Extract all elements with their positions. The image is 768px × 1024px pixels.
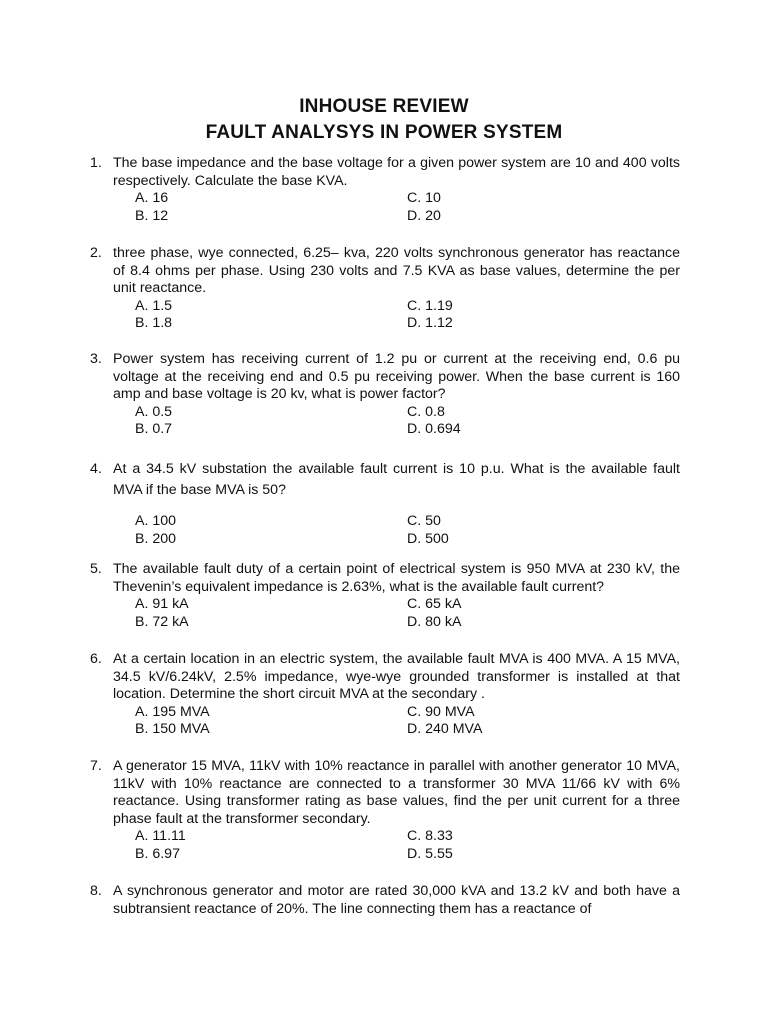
choice-b: B. 6.97 bbox=[135, 845, 180, 862]
choice-a: A. 0.5 bbox=[135, 403, 173, 420]
question-number: 6. bbox=[90, 651, 102, 667]
choice-d: D. 5.55 bbox=[407, 845, 453, 862]
question-7 bbox=[90, 758, 680, 864]
question-2 bbox=[90, 245, 680, 333]
question-number: 5. bbox=[90, 561, 102, 577]
choice-a: A. 100 bbox=[135, 513, 177, 529]
question-text: At a certain location in an electric system, the available fault MVA is 400 MVA. A 15 MVA, 34.5 kV/6.24kV, 2.5% impedance, wye-wye grounded transformer is installed at that location. Determine the short circuit MVA at the secondary . bbox=[113, 651, 680, 703]
question-text: A synchronous generator and motor are rated 30,000 kVA and 13.2 kV and both have a subtransient reactance of 20%. The line connecting them has a reactance of bbox=[113, 883, 680, 917]
answer-choices bbox=[135, 704, 680, 739]
question-1 bbox=[90, 155, 680, 225]
answer-choices bbox=[135, 596, 680, 631]
answer-choices bbox=[135, 298, 680, 333]
question-4 bbox=[90, 459, 680, 548]
answer-choices bbox=[135, 404, 680, 439]
question-text: Power system has receiving current of 1.2 pu or current at the receiving end, 0.6 pu voltage at the receiving end and 0.5 pu receiving power. When the base current is 160 amp and base voltage is 20 kv, what is power factor? bbox=[113, 351, 680, 403]
choice-a: A. 16 bbox=[135, 190, 169, 207]
choice-d: D. 500 bbox=[407, 530, 449, 547]
title-line-2: FAULT ANALYSYS IN POWER SYSTEM bbox=[205, 122, 563, 143]
question-number: 2. bbox=[90, 245, 102, 261]
choice-c: C. 10 bbox=[407, 190, 441, 207]
choice-b: B. 12 bbox=[135, 207, 169, 224]
question-5 bbox=[90, 561, 680, 631]
choice-b: B. 150 MVA bbox=[135, 721, 210, 738]
question-number: 3. bbox=[90, 351, 102, 367]
choice-a: A. 1.5 bbox=[135, 297, 173, 314]
answer-choices bbox=[135, 190, 680, 225]
choice-d: D. 0.694 bbox=[407, 421, 461, 438]
choice-d: D. 240 MVA bbox=[407, 721, 483, 738]
choice-b: B. 200 bbox=[135, 530, 177, 547]
choice-a: A. 195 MVA bbox=[135, 703, 210, 720]
choice-b: B. 1.8 bbox=[135, 315, 173, 332]
question-number: 8. bbox=[90, 883, 102, 899]
question-number: 1. bbox=[90, 155, 102, 171]
choice-c: C. 90 MVA bbox=[407, 703, 475, 720]
question-6 bbox=[90, 651, 680, 739]
choice-b: B. 0.7 bbox=[135, 421, 173, 438]
answer-choices bbox=[135, 513, 680, 548]
question-3 bbox=[90, 351, 680, 439]
choice-d: D. 20 bbox=[407, 207, 441, 224]
question-text: The available fault duty of a certain point of electrical system is 950 MVA at 230 kV, the Thevenin’s equivalent impedance is 2.63%, what is the available fault current? bbox=[113, 561, 680, 595]
question-text: three phase, wye connected, 6.25– kva, 220 volts synchronous generator has reactance of 8.4 ohms per phase. Using 230 volts and 7.5 KVA as base values, determine the per unit reactance. bbox=[113, 245, 680, 297]
choice-c: C. 65 kA bbox=[407, 596, 462, 613]
choice-a: A. 11.11 bbox=[135, 828, 186, 845]
question-text: At a 34.5 kV substation the available fault current is 10 p.u. What is the available fault MVA if the base MVA is 50? bbox=[113, 461, 680, 498]
choice-c: C. 8.33 bbox=[407, 828, 453, 845]
question-text: The base impedance and the base voltage for a given power system are 10 and 400 volts respectively. Calculate the base KVA. bbox=[113, 155, 680, 189]
question-number: 4. bbox=[90, 461, 102, 477]
question-text: A generator 15 MVA, 11kV with 10% reactance in parallel with another generator 10 MVA, 11kV with 10% reactance are connected to a transformer 30 MVA 11/66 kV with 6% reactance. Using transformer rating as base values, find the per unit current for a three phase fault at the transformer secondary. bbox=[113, 758, 680, 827]
question-8 bbox=[90, 883, 680, 918]
title-line-1: INHOUSE REVIEW bbox=[299, 96, 469, 117]
choice-c: C. 0.8 bbox=[407, 403, 445, 420]
choice-d: D. 80 kA bbox=[407, 613, 462, 630]
answer-choices bbox=[135, 828, 680, 863]
choice-a: A. 91 kA bbox=[135, 596, 189, 613]
choice-c: C. 1.19 bbox=[407, 297, 453, 314]
question-number: 7. bbox=[90, 758, 102, 774]
document-title bbox=[0, 94, 768, 146]
choice-b: B. 72 kA bbox=[135, 613, 189, 630]
choice-d: D. 1.12 bbox=[407, 315, 453, 332]
choice-c: C. 50 bbox=[407, 513, 441, 529]
